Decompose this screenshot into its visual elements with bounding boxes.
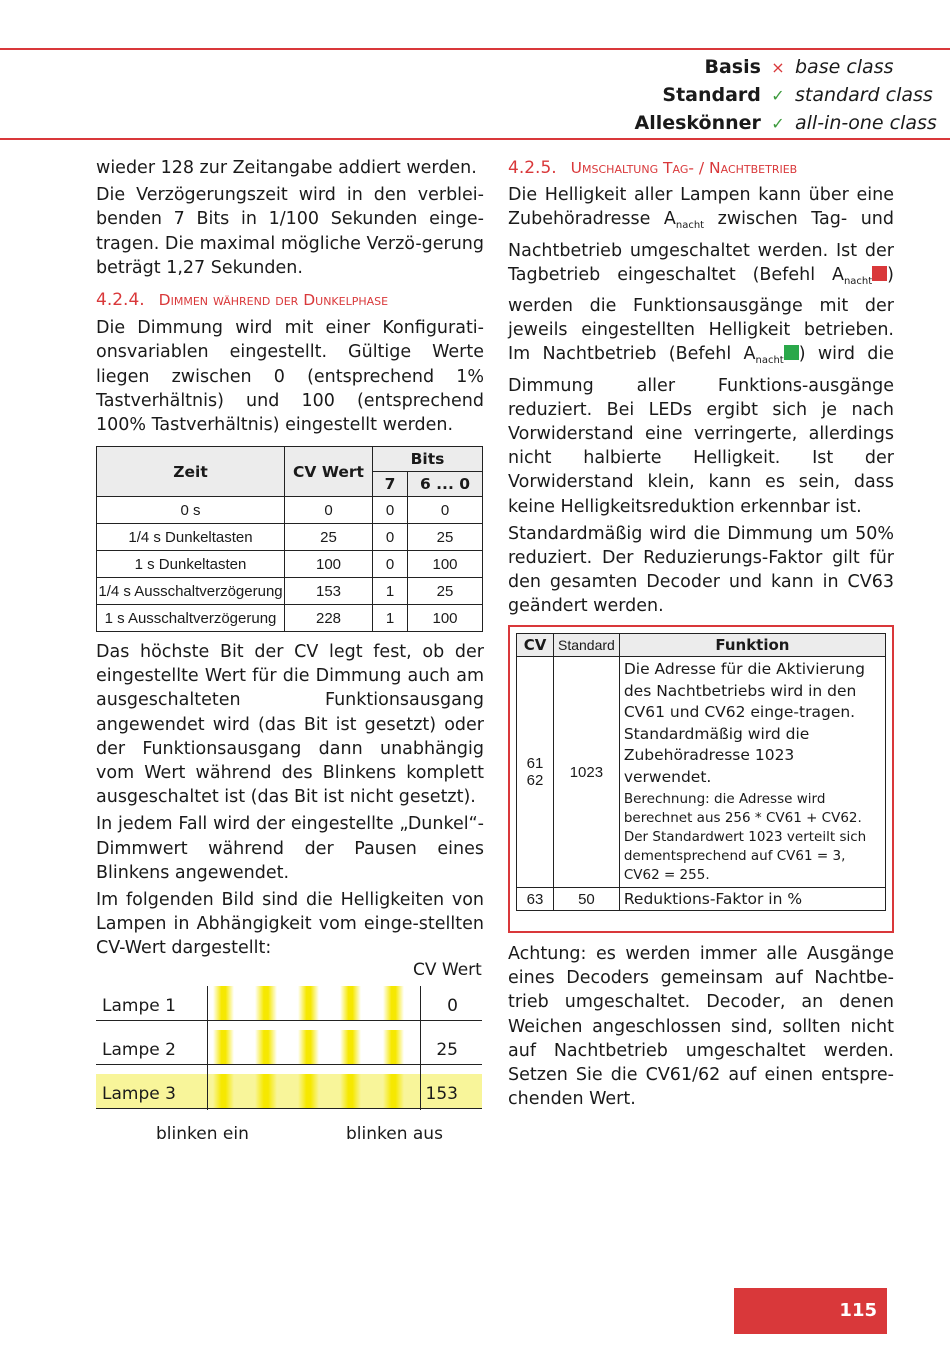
light-stripe	[383, 1074, 404, 1108]
cell-zeit: 1 s Dunkeltasten	[97, 551, 285, 578]
label-blink-on: blinken ein	[156, 1124, 249, 1144]
table-row	[97, 524, 483, 551]
header-top-rule	[0, 48, 950, 50]
subscript-nacht: nacht	[755, 355, 784, 367]
lamp-row-2	[96, 1030, 482, 1065]
cross-icon: ×	[771, 58, 785, 77]
paragraph: wieder 128 zur Zeitangabe addiert werden.	[96, 158, 477, 178]
class-desc: all-in-one class	[795, 112, 937, 134]
text-run: ) wird die Dimmung aller Funktions-ausgänge reduziert. Bei LEDs ergibt sich je nach Vorwiderstand eine verringerte, allerdings nicht halbierte Helligkeit. Ist der Vorwiderstand klein, kann es sein, dass keine Helligkeitsreduktion erkennbar ist.	[508, 344, 894, 517]
lamp-label: Lampe 3	[102, 1084, 176, 1104]
col-bit60: 6 ... 0	[408, 472, 483, 497]
light-stripe	[213, 986, 234, 1020]
label-blink-off: blinken aus	[346, 1124, 443, 1144]
light-stripe	[340, 1074, 361, 1108]
cell-standard: 1023	[554, 657, 620, 888]
cell-b60: 25	[408, 578, 483, 605]
cv-night-table	[516, 633, 886, 911]
light-stripe	[340, 1030, 361, 1064]
lamp-label: Lampe 2	[102, 1040, 176, 1060]
col-standard: Standard	[554, 634, 620, 657]
red-square-icon	[872, 266, 887, 281]
funktion-text: Die Adresse für die Aktivierung des Nachtbetriebs wird in den CV61 und CV62 einge-tragen. Standardmäßig wird die Zubehöradresse 1023 verwendet.	[623, 660, 865, 786]
cell-b7: 1	[373, 605, 408, 632]
class-name: Alleskönner	[634, 112, 761, 134]
light-stripe	[255, 986, 276, 1020]
cell-cv: 153	[285, 578, 373, 605]
col-bit7: 7	[373, 472, 408, 497]
table-row	[97, 497, 483, 524]
cv-dimming-table	[96, 446, 483, 632]
figure-divider	[207, 986, 208, 1110]
class-name: Basis	[704, 56, 761, 78]
text-run: ) werden die Funktionsausgänge mit der jeweils eingestellten Helligkeit betrieben. Im Nachtbetrieb (Befehl A	[508, 264, 894, 365]
funktion-note: Berechnung: die Adresse wird berechnet aus 256 * CV61 + CV62. Der Standardwert 1023 verteilt sich dementsprechend auf CV61 = 3, CV62 = 255.	[623, 791, 867, 883]
lamp-row-1	[96, 986, 482, 1021]
paragraph: In jedem Fall wird der eingestellte „Dunkel“-Dimmwert während der Pausen eines Blinkens angewendet.	[96, 814, 484, 883]
class-name: Standard	[662, 84, 761, 106]
cell-b7: 0	[373, 551, 408, 578]
figure-cv-header: CV Wert	[413, 960, 482, 980]
cv-62: 62	[526, 772, 544, 789]
paragraph	[508, 183, 894, 519]
section-heading-424	[96, 288, 484, 312]
left-column-lower	[96, 640, 484, 964]
text-run: zwischen Tag- und Nachtbetrieb umgeschaltet werden. Ist der Tagbetrieb eingeschaltet (Befehl A	[508, 209, 894, 285]
cell-b7: 1	[373, 578, 408, 605]
light-stripe	[383, 1030, 404, 1064]
cell-cv: 63	[517, 888, 554, 911]
light-stripe	[255, 1074, 276, 1108]
table-row	[517, 657, 886, 888]
cell-zeit: 1 s Ausschaltverzögerung	[97, 605, 285, 632]
cell-zeit: 1/4 s Dunkeltasten	[97, 524, 285, 551]
section-title: Umschaltung Tag- / Nachtbetrieb	[570, 159, 798, 177]
right-column-lower	[508, 942, 894, 1114]
light-stripe	[298, 1074, 319, 1108]
lamp-label: Lampe 1	[102, 996, 176, 1016]
col-funktion: Funktion	[619, 634, 885, 657]
subscript-nacht: nacht	[843, 275, 873, 287]
green-square-icon	[784, 345, 799, 360]
cell-cv: 25	[285, 524, 373, 551]
lamp-cv-value: 25	[436, 1040, 458, 1060]
cell-cv: 228	[285, 605, 373, 632]
left-column	[96, 156, 484, 440]
table-row	[97, 578, 483, 605]
light-stripe	[255, 1030, 276, 1064]
paragraph: Standardmäßig wird die Dimmung um 50% reduziert. Der Reduzierungs-Faktor gilt für den gesamten Decoder und kann in CV63 geändert werden.	[508, 523, 894, 617]
cell-b60: 100	[408, 551, 483, 578]
paragraph: Die Verzögerungszeit wird in den verblei-benden 7 Bits in 1/100 Sekunden einge-tragen. Die maximal mögliche Verzö-gerung beträgt 1,27 Sekunden.	[96, 185, 484, 278]
col-cv: CV	[517, 634, 554, 657]
cv-61: 61	[526, 755, 544, 772]
lamp-stripes	[208, 1074, 420, 1108]
figure-divider	[420, 986, 421, 1110]
cell-funktion	[619, 657, 885, 888]
light-stripe	[298, 986, 319, 1020]
section-title: Dimmen während der Dunkelphase	[158, 291, 389, 310]
lamp-cv-value: 0	[447, 996, 458, 1016]
cell-b60: 0	[408, 497, 483, 524]
cell-b60: 100	[408, 605, 483, 632]
light-stripe	[340, 986, 361, 1020]
check-icon: ✓	[771, 114, 785, 133]
page-number-box	[734, 1288, 887, 1334]
page-number: 115	[839, 1300, 877, 1321]
light-stripe	[383, 986, 404, 1020]
table-row	[517, 888, 886, 911]
col-zeit: Zeit	[97, 447, 285, 497]
lamp-cv-value: 153	[425, 1084, 458, 1104]
cell-funktion: Reduktions-Faktor in %	[619, 888, 885, 911]
cell-cv	[517, 657, 554, 888]
class-desc: base class	[795, 56, 894, 78]
light-stripe	[213, 1030, 234, 1064]
lamp-stripes	[208, 986, 420, 1020]
col-cv-wert: CV Wert	[285, 447, 373, 497]
class-desc: standard class	[795, 84, 933, 106]
paragraph: Achtung: es werden immer alle Ausgänge eines Decoders gemeinsam auf Nachtbe-trieb umgeschaltet. Decoder, an denen Weichen angeschlossen sind, sollten nicht auf Nachtbetrieb umgeschaltet werden. Setzen Sie die CV61/62 auf einen entspre-chenden Wert.	[508, 944, 894, 1110]
header-bottom-rule	[0, 138, 950, 140]
cell-b7: 0	[373, 524, 408, 551]
right-column	[508, 156, 894, 622]
cell-zeit: 1/4 s Ausschaltverzögerung	[97, 578, 285, 605]
lamp-stripes	[208, 1030, 420, 1064]
light-stripe	[213, 1074, 234, 1108]
section-number: 4.2.5.	[508, 158, 557, 178]
cv-night-table-frame	[508, 625, 894, 933]
paragraph: Die Dimmung wird mit einer Konfigurati-onsvariablen eingestellt. Gültige Werte liegen zwischen 0 (entsprechend 1% Tastverhältnis) und 100 (entsprechend 100% Tastverhältnis) eingestellt werden.	[96, 318, 484, 436]
table-row	[97, 551, 483, 578]
cell-cv: 0	[285, 497, 373, 524]
cell-b60: 25	[408, 524, 483, 551]
table-row	[97, 605, 483, 632]
text-run: Die Helligkeit aller Lampen kann über eine Zubehöradresse A	[508, 185, 894, 230]
section-number: 4.2.4.	[96, 290, 145, 311]
subscript-nacht: nacht	[675, 220, 705, 232]
cell-b7: 0	[373, 497, 408, 524]
cell-cv: 100	[285, 551, 373, 578]
class-basis	[704, 56, 930, 78]
class-alleskoenner	[634, 112, 937, 134]
section-heading-425	[508, 156, 894, 180]
check-icon: ✓	[771, 86, 785, 105]
class-standard	[662, 84, 933, 106]
col-bits: Bits	[373, 447, 483, 472]
light-stripe	[298, 1030, 319, 1064]
paragraph: Das höchste Bit der CV legt fest, ob der eingestellte Wert für die Dimmung auch am ausgeschalteten Funktionsausgang angewendet wird (das Bit ist gesetzt) oder der Funktionsausgang dann unabhängig vom Wert während des Blinkens komplett ausgeschaltet ist (das Bit ist nicht gesetzt).	[96, 642, 484, 808]
lamp-row-3	[96, 1074, 482, 1109]
cell-zeit: 0 s	[97, 497, 285, 524]
cell-standard: 50	[554, 888, 620, 911]
paragraph: Im folgenden Bild sind die Helligkeiten von Lampen in Abhängigkeit vom einge-stellten CV-Wert dargestellt:	[96, 890, 484, 959]
